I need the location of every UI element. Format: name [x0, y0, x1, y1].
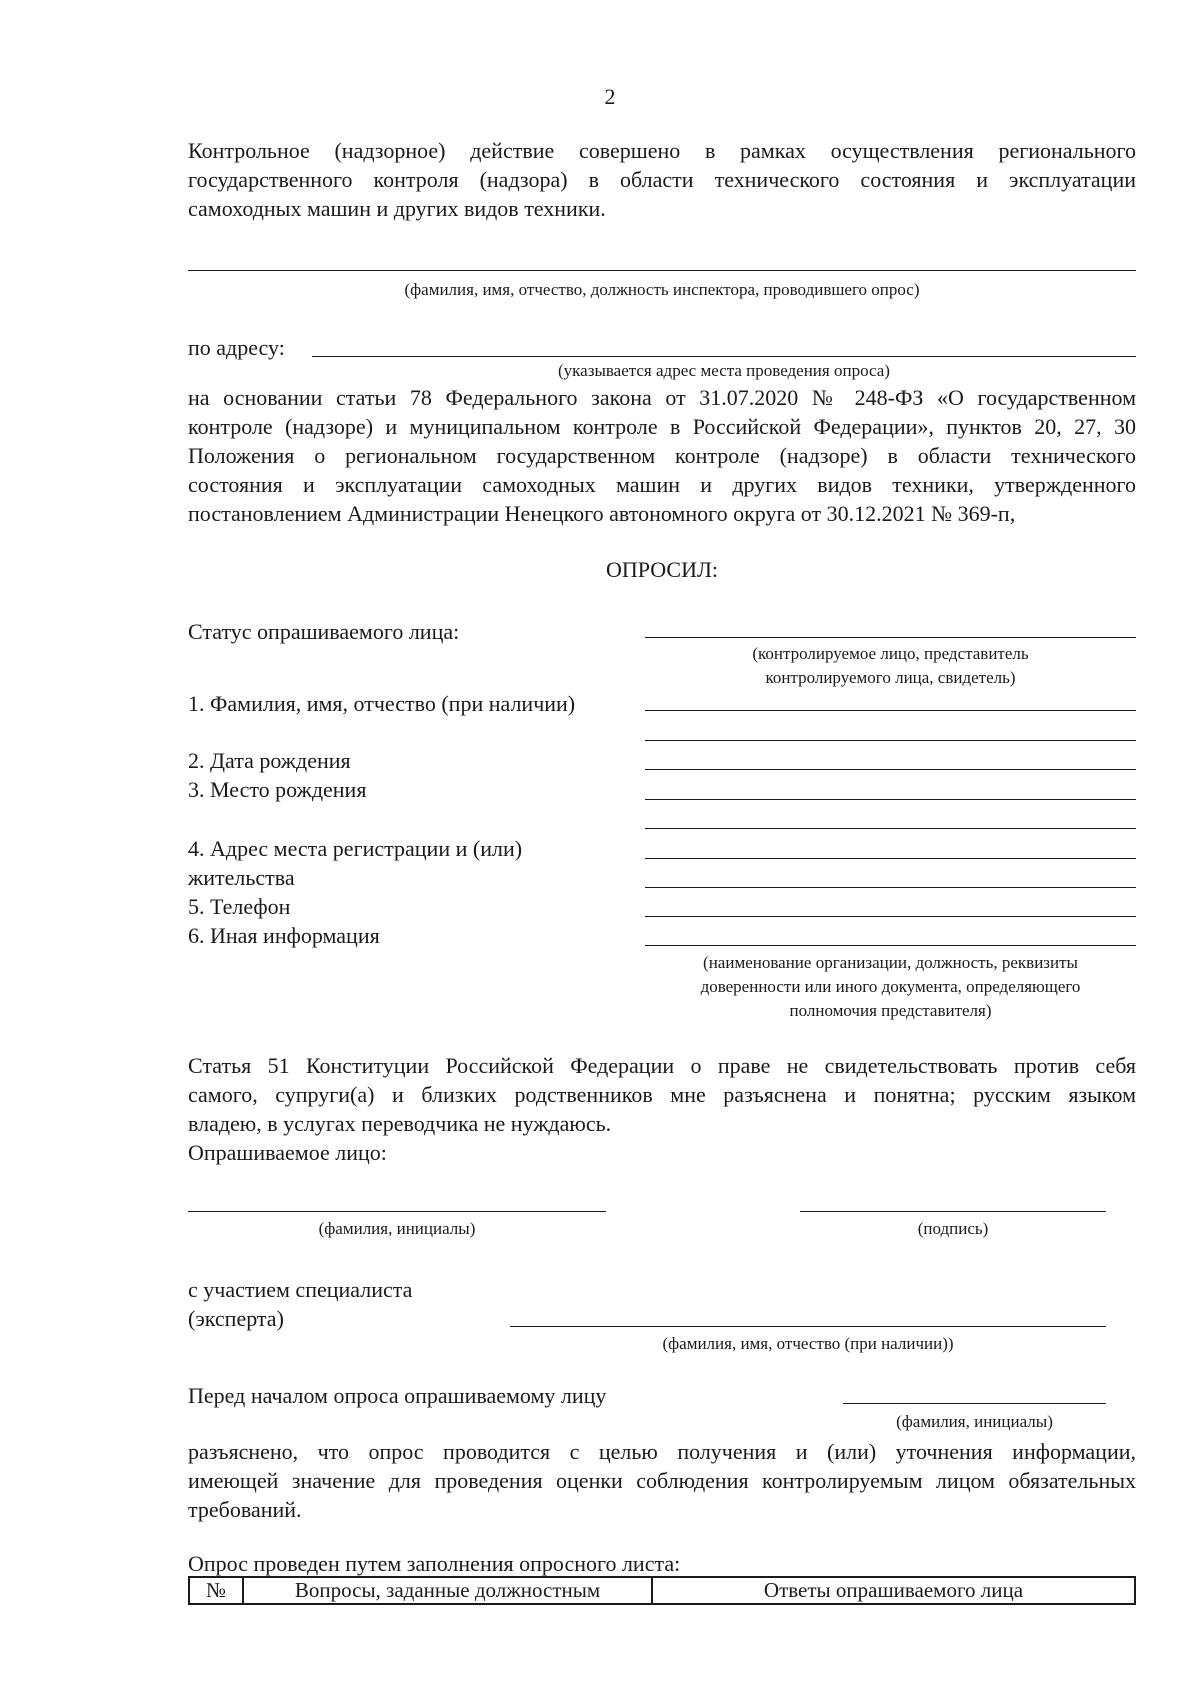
intro-line-2: государственного контроля (надзора) в области технического состояния и эксплуатации: [188, 167, 1136, 192]
field-other-label: 6. Иная информация: [188, 923, 380, 948]
basis-line-2: контроле (надзоре) и муниципальном контроле в Российской Федерации», пунктов 20, 27, 30: [188, 414, 1136, 439]
explained-line-3: требований.: [188, 1497, 302, 1522]
status-caption-1: (контролируемое лицо, представитель: [752, 644, 1029, 663]
org-caption-2: доверенности или иного документа, определяющего: [700, 977, 1081, 996]
field-line[interactable]: [645, 769, 1136, 770]
article51-line-2: самого, супруги(а) и близких родственников мне разъяснена и понятна; русским языком: [188, 1082, 1136, 1107]
field-line[interactable]: [645, 887, 1136, 888]
field-birthplace-label: 3. Место рождения: [188, 777, 367, 802]
specialist-label-1: с участием специалиста: [188, 1277, 413, 1302]
article51-line-3: владею, в услугах переводчика не нуждаюсь.: [188, 1111, 612, 1136]
address-caption: (указывается адрес места проведения опроса): [558, 361, 890, 380]
before-caption: (фамилия, инициалы): [896, 1412, 1053, 1431]
inspector-line[interactable]: [188, 270, 1136, 271]
heading: ОПРОСИЛ:: [605, 557, 719, 582]
field-line[interactable]: [645, 858, 1136, 859]
survey-table: [188, 1576, 1136, 1605]
field-line[interactable]: [645, 916, 1136, 917]
org-caption-1: (наименование организации, должность, реквизиты: [703, 953, 1078, 972]
respondent-name-caption: (фамилия, инициалы): [318, 1219, 476, 1238]
respondent-name-line[interactable]: [188, 1211, 606, 1212]
before-label: Перед началом опроса опрашиваемому лицу: [188, 1383, 607, 1408]
article51-line-1: Статья 51 Конституции Российской Федерации о праве не свидетельствовать против себя: [188, 1053, 1136, 1078]
respondent-signature-line[interactable]: [800, 1211, 1106, 1212]
field-address-label-cont: жительства: [188, 865, 295, 890]
status-caption-2: контролируемого лица, свидетель): [765, 668, 1016, 687]
header-number: №: [189, 1577, 243, 1604]
explained-line-1: разъяснено, что опрос проводится с целью получения и (или) уточнения информации,: [188, 1439, 1136, 1464]
address-line[interactable]: [312, 356, 1136, 357]
address-label: по адресу:: [188, 335, 285, 360]
field-phone-label: 5. Телефон: [188, 894, 291, 919]
basis-line-1: на основании статьи 78 Федерального закона от 31.07.2020 № 248-ФЗ «О государственном: [188, 385, 1136, 410]
intro-line-1: Контрольное (надзорное) действие совершено в рамках осуществления регионального: [188, 138, 1136, 163]
basis-line-3: Положения о региональном государственном контроле (надзоре) в области технического: [188, 443, 1136, 468]
specialist-line[interactable]: [510, 1326, 1106, 1327]
status-line[interactable]: [645, 637, 1136, 638]
field-line[interactable]: [645, 945, 1136, 946]
field-line[interactable]: [645, 799, 1136, 800]
field-line[interactable]: [645, 740, 1136, 741]
field-address-label: 4. Адрес места регистрации и (или): [188, 836, 523, 861]
intro-line-3: самоходных машин и других видов техники.: [188, 196, 606, 221]
specialist-label-2: (эксперта): [188, 1306, 284, 1331]
inspector-caption: (фамилия, имя, отчество, должность инспектора, проводившего опрос): [404, 280, 920, 299]
header-answers: Ответы опрашиваемого лица: [652, 1577, 1135, 1604]
respondent-signature-caption: (подпись): [917, 1219, 989, 1238]
before-line[interactable]: [843, 1403, 1106, 1404]
table-header-row: [189, 1577, 1135, 1604]
org-caption-3: полномочия представителя): [789, 1001, 992, 1020]
respondent-label: Опрашиваемое лицо:: [188, 1140, 387, 1165]
field-fio-label: 1. Фамилия, имя, отчество (при наличии): [188, 691, 576, 716]
status-label: Статус опрашиваемого лица:: [188, 619, 460, 644]
survey-label: Опрос проведен путем заполнения опросного листа:: [188, 1551, 681, 1576]
specialist-caption: (фамилия, имя, отчество (при наличии)): [662, 1334, 954, 1353]
explained-line-2: имеющей значение для проведения оценки соблюдения контролируемым лицом обязательных: [188, 1468, 1136, 1493]
page-number: 2: [604, 84, 616, 109]
header-questions: Вопросы, заданные должностным: [243, 1577, 652, 1604]
field-birthdate-label: 2. Дата рождения: [188, 748, 351, 773]
basis-line-4: состояния и эксплуатации самоходных машин и других видов техники, утвержденного: [188, 472, 1136, 497]
basis-line-5: постановлением Администрации Ненецкого автономного округа от 30.12.2021 № 369-п,: [188, 501, 1016, 526]
field-line[interactable]: [645, 828, 1136, 829]
field-line[interactable]: [645, 710, 1136, 711]
